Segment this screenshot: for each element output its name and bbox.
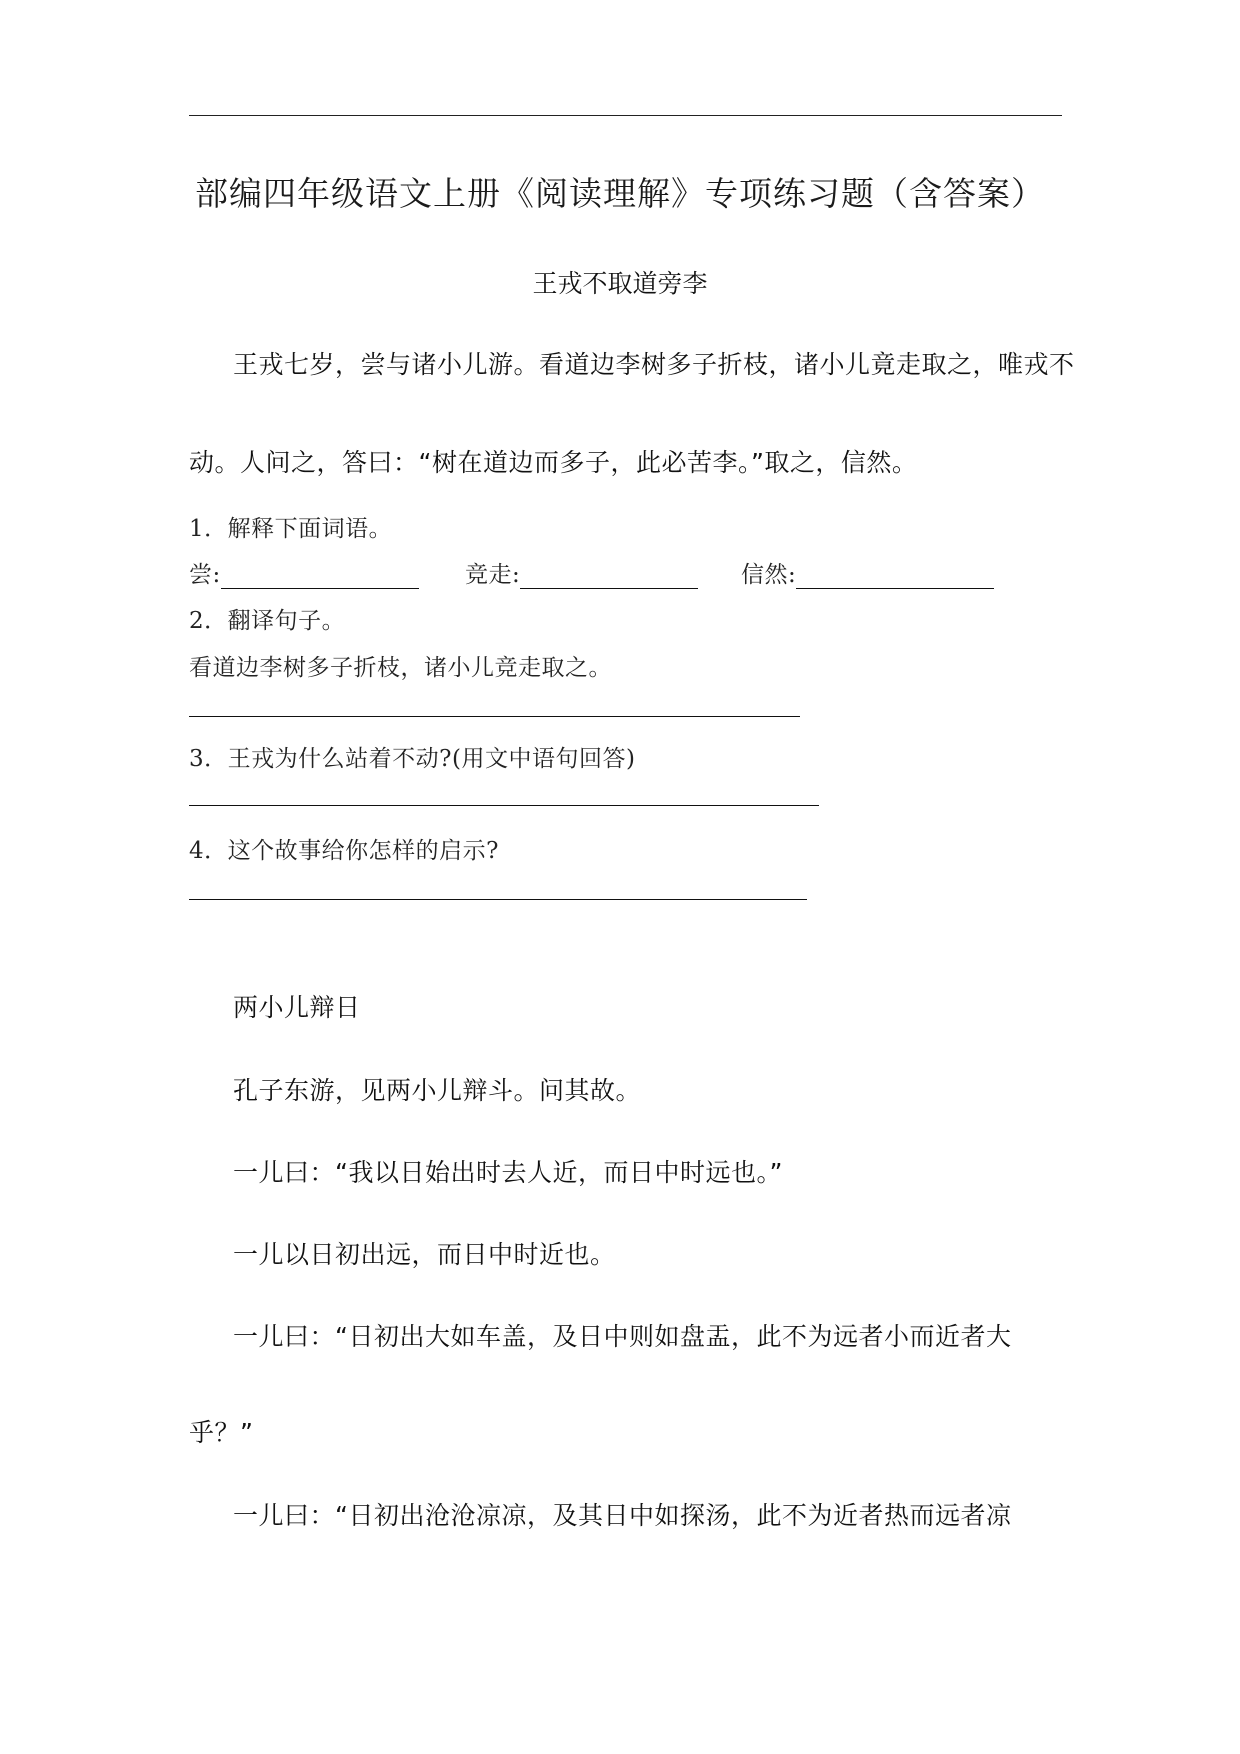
passage2-line-6: 一儿曰：“日初出沧沧凉凉，及其日中如探汤，此不为近者热而远者凉 bbox=[233, 1501, 1012, 1530]
document-title: 部编四年级语文上册《阅读理解》专项练习题（含答案） bbox=[195, 174, 1045, 213]
passage1-line-2: 动。人问之，答曰：“树在道边而多子，此必苦李。”取之，信然。 bbox=[189, 448, 918, 477]
question-3-prompt: 3．王戎为什么站着不动?(用文中语句回答) bbox=[189, 746, 636, 772]
passage2-line-5: 乎？” bbox=[189, 1418, 254, 1447]
header-rule bbox=[189, 115, 1062, 116]
question-3-answer-line[interactable] bbox=[189, 805, 819, 806]
term-label: 尝: bbox=[189, 562, 221, 588]
answer-blank-2[interactable] bbox=[520, 566, 698, 589]
passage2-title: 两小儿辩日 bbox=[233, 993, 361, 1022]
passage2-line-3: 一儿以日初出远，而日中时近也。 bbox=[233, 1240, 616, 1269]
passage1-title: 王戎不取道旁李 bbox=[532, 269, 708, 298]
term-label: 竞走: bbox=[465, 562, 521, 588]
question-4-answer-line[interactable] bbox=[189, 899, 807, 900]
passage1-line-1: 王戎七岁，尝与诸小儿游。看道边李树多子折枝，诸小儿竟走取之，唯戎不 bbox=[233, 350, 1075, 379]
answer-blank-1[interactable] bbox=[221, 566, 419, 589]
question-2-sentence: 看道边李树多子折枝，诸小儿竞走取之。 bbox=[189, 655, 612, 681]
answer-blank-3[interactable] bbox=[796, 566, 994, 589]
question-2-prompt: 2．翻译句子。 bbox=[189, 608, 346, 634]
passage2-line-2: 一儿曰：“我以日始出时去人近，而日中时远也。” bbox=[233, 1158, 783, 1187]
question-1-term-2 bbox=[465, 556, 698, 589]
question-1-term-3 bbox=[741, 556, 994, 589]
question-2-answer-line[interactable] bbox=[189, 716, 800, 717]
passage2-line-4: 一儿曰：“日初出大如车盖，及日中则如盘盂，此不为远者小而近者大 bbox=[233, 1322, 1012, 1351]
term-label: 信然: bbox=[741, 562, 797, 588]
question-4-prompt: 4．这个故事给你怎样的启示? bbox=[189, 838, 499, 864]
question-1-prompt: 1．解释下面词语。 bbox=[189, 516, 393, 542]
passage2-line-1: 孔子东游，见两小儿辩斗。问其故。 bbox=[233, 1076, 642, 1105]
question-1-term-1 bbox=[189, 556, 419, 589]
